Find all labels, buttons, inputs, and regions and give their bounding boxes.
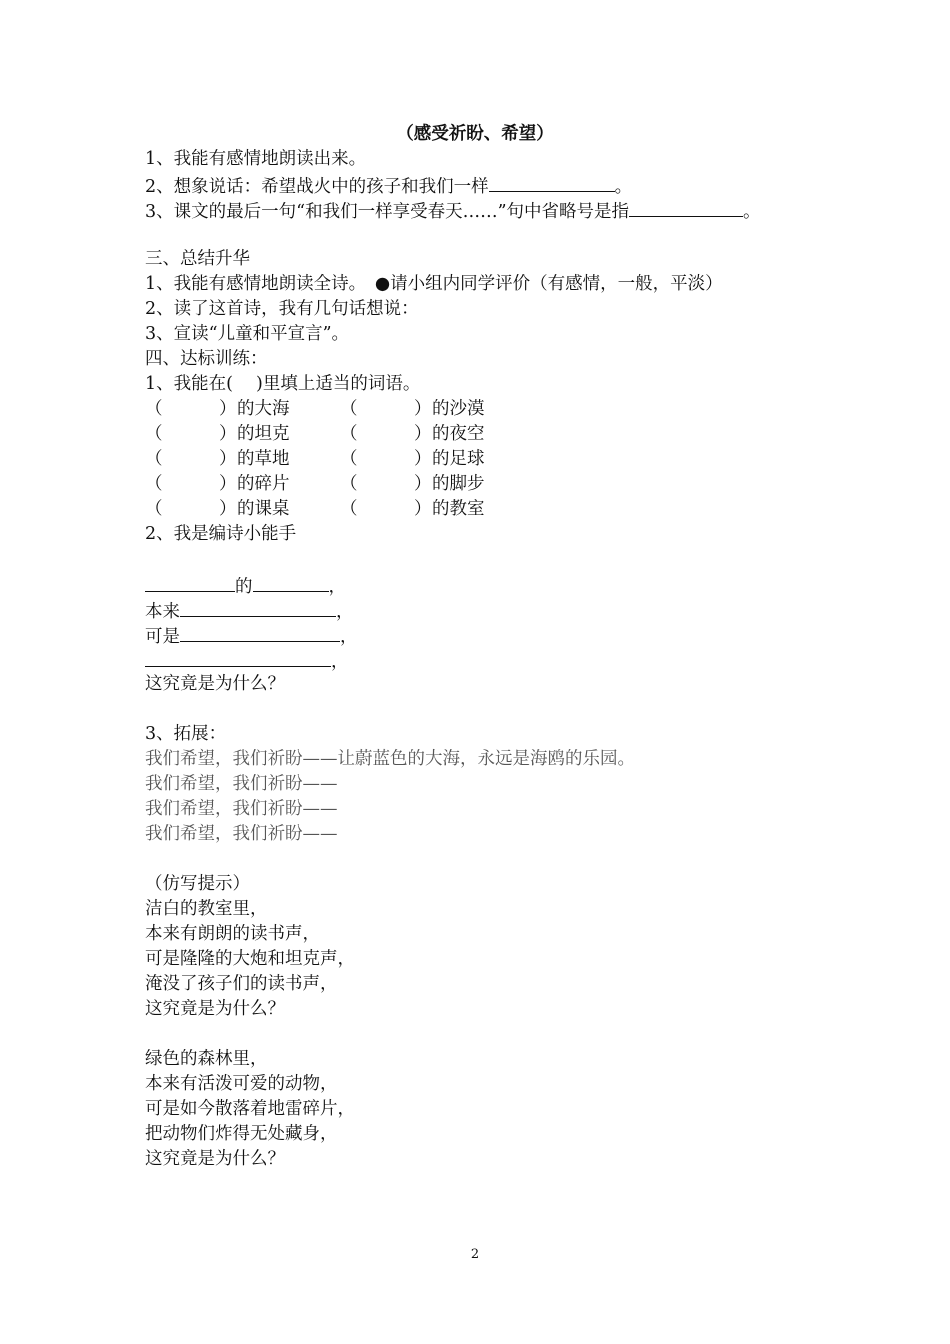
poem-comma: ，	[328, 577, 346, 597]
paren-close: ）	[219, 399, 237, 419]
answer-blank[interactable]	[180, 622, 340, 642]
poem-comma: ，	[336, 602, 354, 622]
answer-blank[interactable]	[253, 572, 329, 592]
answer-blank[interactable]	[489, 172, 615, 192]
fill-cell-left	[145, 497, 340, 522]
poem-closing: 这究竟是为什么？	[145, 674, 285, 694]
poem-line-3	[145, 622, 845, 647]
fill-row	[145, 397, 845, 422]
fill-cell-left	[145, 472, 340, 497]
fill-cell-right	[340, 472, 485, 497]
section-4-heading: 四、达标训练：	[145, 349, 268, 369]
poem-de: 的	[235, 577, 253, 597]
paren-close: ）	[219, 424, 237, 444]
paren-open: （	[145, 399, 163, 419]
exercise-3-prompt: 3、拓展：	[145, 724, 227, 744]
poem-line-2-prefix: 本来	[145, 602, 180, 622]
paren-close: ）	[414, 474, 432, 494]
question-2-end: 。	[614, 177, 633, 197]
hint-poem-line: 绿色的森林里，	[145, 1049, 268, 1069]
hint-poem-line: 可是如今散落着地雷碎片，	[145, 1099, 355, 1119]
paren-open: （	[145, 449, 163, 469]
fill-cell-right	[340, 497, 485, 522]
fill-in-table	[145, 397, 845, 522]
paren-close: ）	[219, 499, 237, 519]
fill-cell-right	[340, 422, 485, 447]
exercise-2-prompt: 2、我是编诗小能手	[145, 524, 297, 544]
fill-word: 的教室	[432, 499, 485, 519]
paren-open: （	[145, 499, 163, 519]
paren-close: ）	[219, 449, 237, 469]
hint-poem-line: 本来有朗朗的读书声，	[145, 924, 320, 944]
answer-blank[interactable]	[145, 647, 331, 667]
hint-label: （仿写提示）	[145, 874, 250, 894]
fill-cell-left	[145, 422, 340, 447]
poem-comma: ，	[331, 652, 349, 672]
fill-cell-right	[340, 397, 485, 422]
question-2	[145, 172, 845, 197]
paren-close: ）	[414, 399, 432, 419]
fill-word: 的足球	[432, 449, 485, 469]
hint-poem-line: 这究竟是为什么？	[145, 1149, 285, 1169]
paren-close: ）	[414, 499, 432, 519]
summary-item-1: 1、我能有感情地朗读全诗。 ●请小组内同学评价（有感情，一般，平淡）	[145, 274, 723, 294]
poem-line-3-prefix: 可是	[145, 627, 180, 647]
expand-line: 我们希望，我们祈盼——	[145, 824, 338, 844]
fill-word: 的大海	[237, 399, 290, 419]
fill-word: 的沙漠	[432, 399, 485, 419]
fill-row	[145, 422, 845, 447]
fill-row	[145, 472, 845, 497]
hint-poem-line: 洁白的教室里，	[145, 899, 268, 919]
hint-poem-line: 可是隆隆的大炮和坦克声，	[145, 949, 355, 969]
question-1: 1、我能有感情地朗读出来。	[145, 149, 367, 169]
expand-line: 我们希望，我们祈盼——	[145, 799, 338, 819]
summary-item-3: 3、宣读“儿童和平宣言”。	[145, 324, 350, 344]
page-number: 2	[470, 1247, 480, 1262]
fill-word: 的坦克	[237, 424, 290, 444]
hint-poem-line: 这究竟是为什么？	[145, 999, 285, 1019]
paren-close: ）	[414, 449, 432, 469]
fill-cell-left	[145, 397, 340, 422]
answer-blank[interactable]	[180, 597, 336, 617]
hint-poem-line: 淹没了孩子们的读书声，	[145, 974, 338, 994]
fill-cell-left	[145, 447, 340, 472]
fill-cell-right	[340, 447, 485, 472]
answer-blank[interactable]	[145, 572, 235, 592]
fill-row	[145, 497, 845, 522]
summary-item-2: 2、读了这首诗，我有几句话想说：	[145, 299, 419, 319]
section-3-heading: 三、总结升华	[145, 249, 250, 269]
worksheet-page	[145, 122, 845, 1172]
fill-row	[145, 447, 845, 472]
fill-word: 的脚步	[432, 474, 485, 494]
paren-open: （	[145, 474, 163, 494]
paren-open: （	[145, 424, 163, 444]
answer-blank[interactable]	[629, 197, 743, 217]
fill-word: 的课桌	[237, 499, 290, 519]
question-3-text: 3、课文的最后一句“和我们一样享受春天……”句中省略号是指	[145, 202, 630, 222]
expand-line: 我们希望，我们祈盼——	[145, 774, 338, 794]
expand-line: 我们希望，我们祈盼——让蔚蓝色的大海，永远是海鸥的乐园。	[145, 749, 635, 769]
paren-open: （	[340, 449, 358, 469]
paren-open: （	[340, 499, 358, 519]
paren-close: ）	[219, 474, 237, 494]
hint-poem-line: 本来有活泼可爱的动物，	[145, 1074, 338, 1094]
poem-line-2	[145, 597, 845, 622]
hint-poem-line: 把动物们炸得无处藏身，	[145, 1124, 338, 1144]
paren-open: （	[340, 399, 358, 419]
poem-comma: ，	[340, 627, 358, 647]
paren-close: ）	[414, 424, 432, 444]
fill-word: 的草地	[237, 449, 290, 469]
exercise-1-prompt: 1、我能在( )里填上适当的词语。	[145, 374, 421, 394]
question-3-end: 。	[743, 202, 761, 222]
question-2-text: 2、想象说话：希望战火中的孩子和我们一样	[145, 177, 489, 197]
paren-open: （	[340, 474, 358, 494]
poem-line-1	[145, 572, 845, 597]
paren-open: （	[340, 424, 358, 444]
section-title: （感受祈盼、希望）	[396, 124, 554, 144]
fill-word: 的夜空	[432, 424, 485, 444]
question-3	[145, 197, 845, 222]
fill-word: 的碎片	[237, 474, 290, 494]
poem-line-4	[145, 647, 845, 672]
